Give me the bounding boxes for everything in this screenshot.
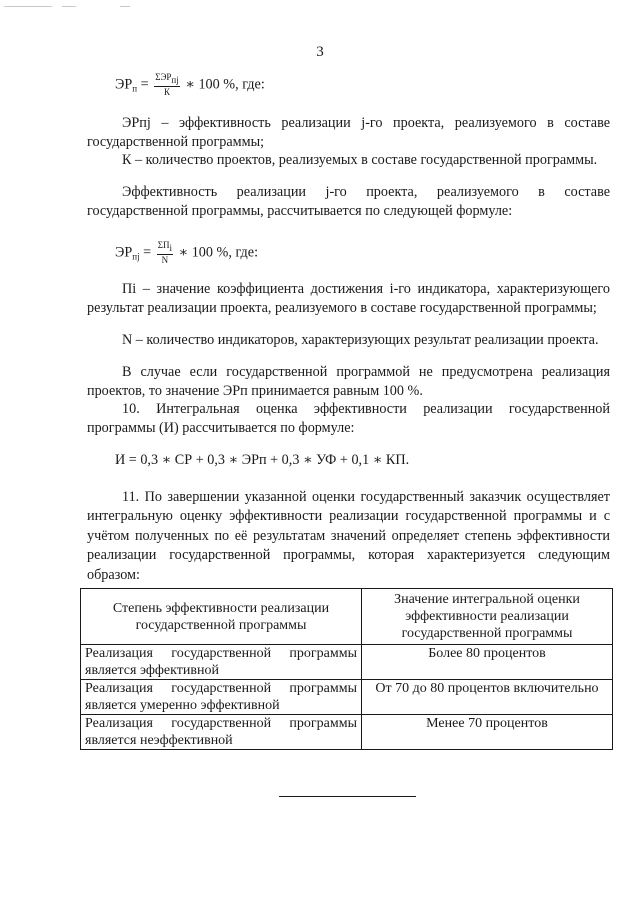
table-cell-degree: Реализация государственной программы является эффективной xyxy=(81,645,362,680)
formula-integral: И = 0,3 ∗ СР + 0,3 ∗ ЭРп + 0,3 ∗ УФ + 0,1 ∗ КП. xyxy=(115,452,410,468)
formula-eq: = xyxy=(140,76,149,93)
table-row xyxy=(81,680,613,715)
scan-header-line xyxy=(62,6,76,7)
definition-pi: Пi – значение коэффициента достижения i-го индикатора, характеризующего результат реализации проекта, реализуемого в составе государственной программы; xyxy=(87,281,610,317)
definition-k: К – количество проектов, реализуемых в составе государственной программы. xyxy=(122,152,598,168)
item-11: 11. По завершении указанной оценки государственный заказчик осуществляет интегральную оценку эффективности реализации государственной программы и с учётом полученных по её результатам значений определяет степень эффективности реализации государственной программы, которая характеризуется следующим образом: xyxy=(87,489,610,583)
table-cell-degree: Реализация государственной программы является неэффективной xyxy=(81,715,362,750)
efficiency-table xyxy=(80,588,613,750)
table-header-row xyxy=(81,589,613,645)
formula-lhs: ЭР xyxy=(115,244,133,261)
formula-lhs-sub: пj xyxy=(132,251,140,262)
fraction xyxy=(157,240,173,266)
intro-pj-formula: Эффективность реализации j-го проекта, реализуемого в составе государственной программы, рассчитывается по следующей формуле: xyxy=(87,184,610,220)
fraction-numerator: ΣПi xyxy=(157,240,172,253)
formula-eq: = xyxy=(143,244,152,261)
definition-er-pj: ЭРпj – эффективность реализации j-го проекта, реализуемого в составе государственной программы; xyxy=(87,115,610,151)
fraction-denominator: К xyxy=(163,87,170,97)
table-cell-value: От 70 до 80 процентов включительно xyxy=(362,680,613,715)
formula-er-pj xyxy=(115,240,258,266)
formula-rhs: ∗ 100 %, где: xyxy=(178,244,259,261)
table-row xyxy=(81,645,613,680)
formula-lhs: ЭР xyxy=(115,76,133,93)
fraction-numerator: ΣЭРпj xyxy=(155,72,179,85)
page-number: 3 xyxy=(316,44,324,60)
item-10: 10. Интегральная оценка эффективности реализации государственной программы (И) рассчитывается по формуле: xyxy=(87,401,610,437)
fraction-denominator: N xyxy=(161,255,169,265)
fraction xyxy=(154,72,180,98)
end-divider xyxy=(279,796,416,797)
table-cell-value: Менее 70 процентов xyxy=(362,715,613,750)
formula-lhs-sub: п xyxy=(132,83,138,94)
table-header-value: Значение интегральной оценки эффективности реализации государственной программы xyxy=(362,589,613,645)
table-row xyxy=(81,715,613,750)
formula-rhs: ∗ 100 %, где: xyxy=(185,76,265,93)
table-cell-degree: Реализация государственной программы является умеренно эффективной xyxy=(81,680,362,715)
table-header-degree: Степень эффективности реализации государственной программы xyxy=(81,589,362,645)
scan-header-line xyxy=(120,6,130,7)
table-cell-value: Более 80 процентов xyxy=(362,645,613,680)
scan-header-line xyxy=(4,6,52,7)
definition-n: N – количество индикаторов, характеризующих результат реализации проекта. xyxy=(122,332,599,348)
no-projects-note: В случае если государственной программой не предусмотрена реализация проектов, то значение ЭРп принимается равным 100 %. xyxy=(87,364,610,400)
formula-er-p xyxy=(115,72,265,98)
